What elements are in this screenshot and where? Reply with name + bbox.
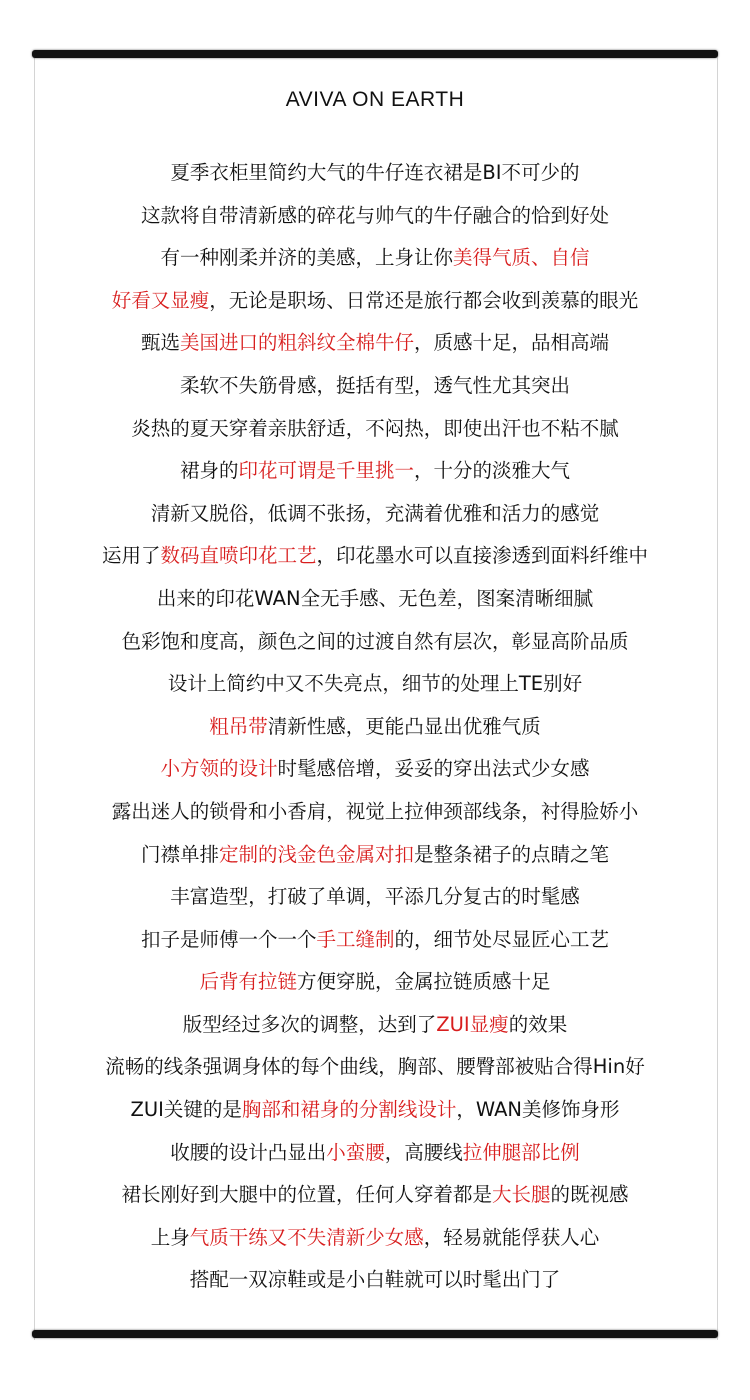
text-line [0, 748, 750, 791]
body-text: 出来的印花WAN全无手感、无色差，图案清晰细腻 [156, 586, 594, 610]
body-text: 有一种刚柔并济的美感，上身让你 [160, 246, 453, 270]
text-line [0, 322, 750, 365]
text-line [0, 1046, 750, 1089]
text-line [0, 450, 750, 493]
body-text: ZUI关键的是 [130, 1098, 242, 1122]
body-text: 的效果 [508, 1012, 568, 1036]
body-text: 是整条裙子的点睛之笔 [414, 842, 610, 866]
body-text: 上身 [150, 1225, 190, 1249]
body-text: 炎热的夏天穿着亲肤舒适，不闷热，即使出汗也不粘不腻 [131, 416, 619, 440]
text-line [0, 237, 750, 280]
body-text: ，轻易就能俘获人心 [423, 1225, 600, 1249]
body-text: 时髦感倍增，妥妥的穿出法式少女感 [277, 757, 590, 781]
text-line [0, 1217, 750, 1260]
body-text: 柔软不失筋骨感，挺括有型，透气性尤其突出 [179, 373, 570, 397]
text-line [0, 791, 750, 834]
text-line [0, 280, 750, 323]
body-text: 清新又脱俗，低调不张扬，充满着优雅和活力的感觉 [150, 501, 600, 525]
body-text: 收腰的设计凸显出 [170, 1140, 327, 1164]
body-text: 甄选 [140, 331, 180, 355]
body-text: 扣子是师傅一个一个 [140, 927, 317, 951]
text-line [0, 663, 750, 706]
highlight-text: 小蛮腰 [326, 1140, 385, 1164]
body-text: ，十分的淡雅大气 [414, 459, 571, 483]
body-text: 露出迷人的锁骨和小香肩，视觉上拉伸颈部线条，衬得脸娇小 [111, 799, 639, 823]
body-text: ，印花墨水可以直接渗透到面料纤维中 [316, 544, 649, 568]
highlight-text: 大长腿 [491, 1183, 551, 1207]
body-text: 流畅的线条强调身体的每个曲线，胸部、腰臀部被贴合得Hin好 [105, 1055, 645, 1079]
body-text: ，WAN美修饰身形 [456, 1098, 620, 1122]
highlight-text: 后背有拉链 [199, 970, 297, 994]
bottom-scroll-rod [32, 1330, 718, 1338]
body-text: 版型经过多次的调整，达到了 [182, 1012, 437, 1036]
description-text [0, 152, 750, 1302]
highlight-text: 手工缝制 [316, 927, 395, 951]
text-line [0, 578, 750, 621]
body-text: 丰富造型，打破了单调，平添几分复古的时髦感 [170, 885, 580, 909]
text-line [0, 1089, 750, 1132]
text-line [0, 834, 750, 877]
highlight-text: 美国进口的粗斜纹全棉牛仔 [179, 331, 414, 355]
brand-title: AVIVA ON EARTH [285, 88, 465, 111]
highlight-text: 好看又显瘦 [111, 288, 210, 312]
body-text: 裙长刚好到大腿中的位置，任何人穿着都是 [121, 1183, 492, 1207]
text-line [0, 408, 750, 451]
body-text: ，无论是职场、日常还是旅行都会收到羡慕的眼光 [209, 288, 639, 312]
text-line [0, 1004, 750, 1047]
text-line [0, 535, 750, 578]
text-line [0, 919, 750, 962]
body-text: 色彩饱和度高，颜色之间的过渡自然有层次，彰显高阶品质 [121, 629, 629, 653]
highlight-text: 美得气质、自信 [453, 246, 590, 270]
highlight-text: 印花可谓是千里挑一 [238, 459, 414, 483]
body-text: ，质感十足，品相高端 [414, 331, 610, 355]
highlight-text: 小方领的设计 [160, 757, 278, 781]
text-line [0, 876, 750, 919]
body-text: 裙身的 [179, 459, 239, 483]
highlight-text: 粗吊带 [209, 714, 268, 738]
body-text: 清新性感，更能凸显出优雅气质 [267, 714, 541, 738]
text-line [0, 195, 750, 238]
highlight-text: 数码直喷印花工艺 [160, 544, 317, 568]
highlight-text: 拉伸腿部比例 [462, 1140, 580, 1164]
text-line [0, 1259, 750, 1302]
highlight-text: 胸部和裙身的分割线设计 [241, 1098, 457, 1122]
text-line [0, 493, 750, 536]
body-text: 这款将自带清新感的碎花与帅气的牛仔融合的恰到好处 [140, 203, 609, 227]
text-line [0, 706, 750, 749]
text-line [0, 365, 750, 408]
body-text: 门襟单排 [140, 842, 219, 866]
text-line [0, 152, 750, 195]
text-line [0, 621, 750, 664]
body-text: 设计上简约中又不失亮点，细节的处理上TE别好 [167, 672, 583, 696]
body-text: ，高腰线 [384, 1140, 463, 1164]
text-line [0, 961, 750, 1004]
body-text: 运用了 [101, 544, 161, 568]
text-line [0, 1174, 750, 1217]
highlight-text: 定制的浅金色金属对扣 [218, 842, 414, 866]
body-text: 夏季衣柜里简约大气的牛仔连衣裙是BI不可少的 [170, 161, 580, 184]
highlight-text: ZUI显瘦 [436, 1012, 509, 1036]
top-scroll-rod [32, 50, 718, 58]
text-line [0, 1132, 750, 1175]
highlight-text: 气质干练又不失清新少女感 [189, 1225, 424, 1249]
body-text: 的既视感 [550, 1183, 629, 1207]
body-text: 的，细节处尽显匠心工艺 [394, 927, 610, 951]
body-text: 搭配一双凉鞋或是小白鞋就可以时髦出门了 [189, 1268, 561, 1292]
body-text: 方便穿脱，金属拉链质感十足 [297, 970, 551, 994]
